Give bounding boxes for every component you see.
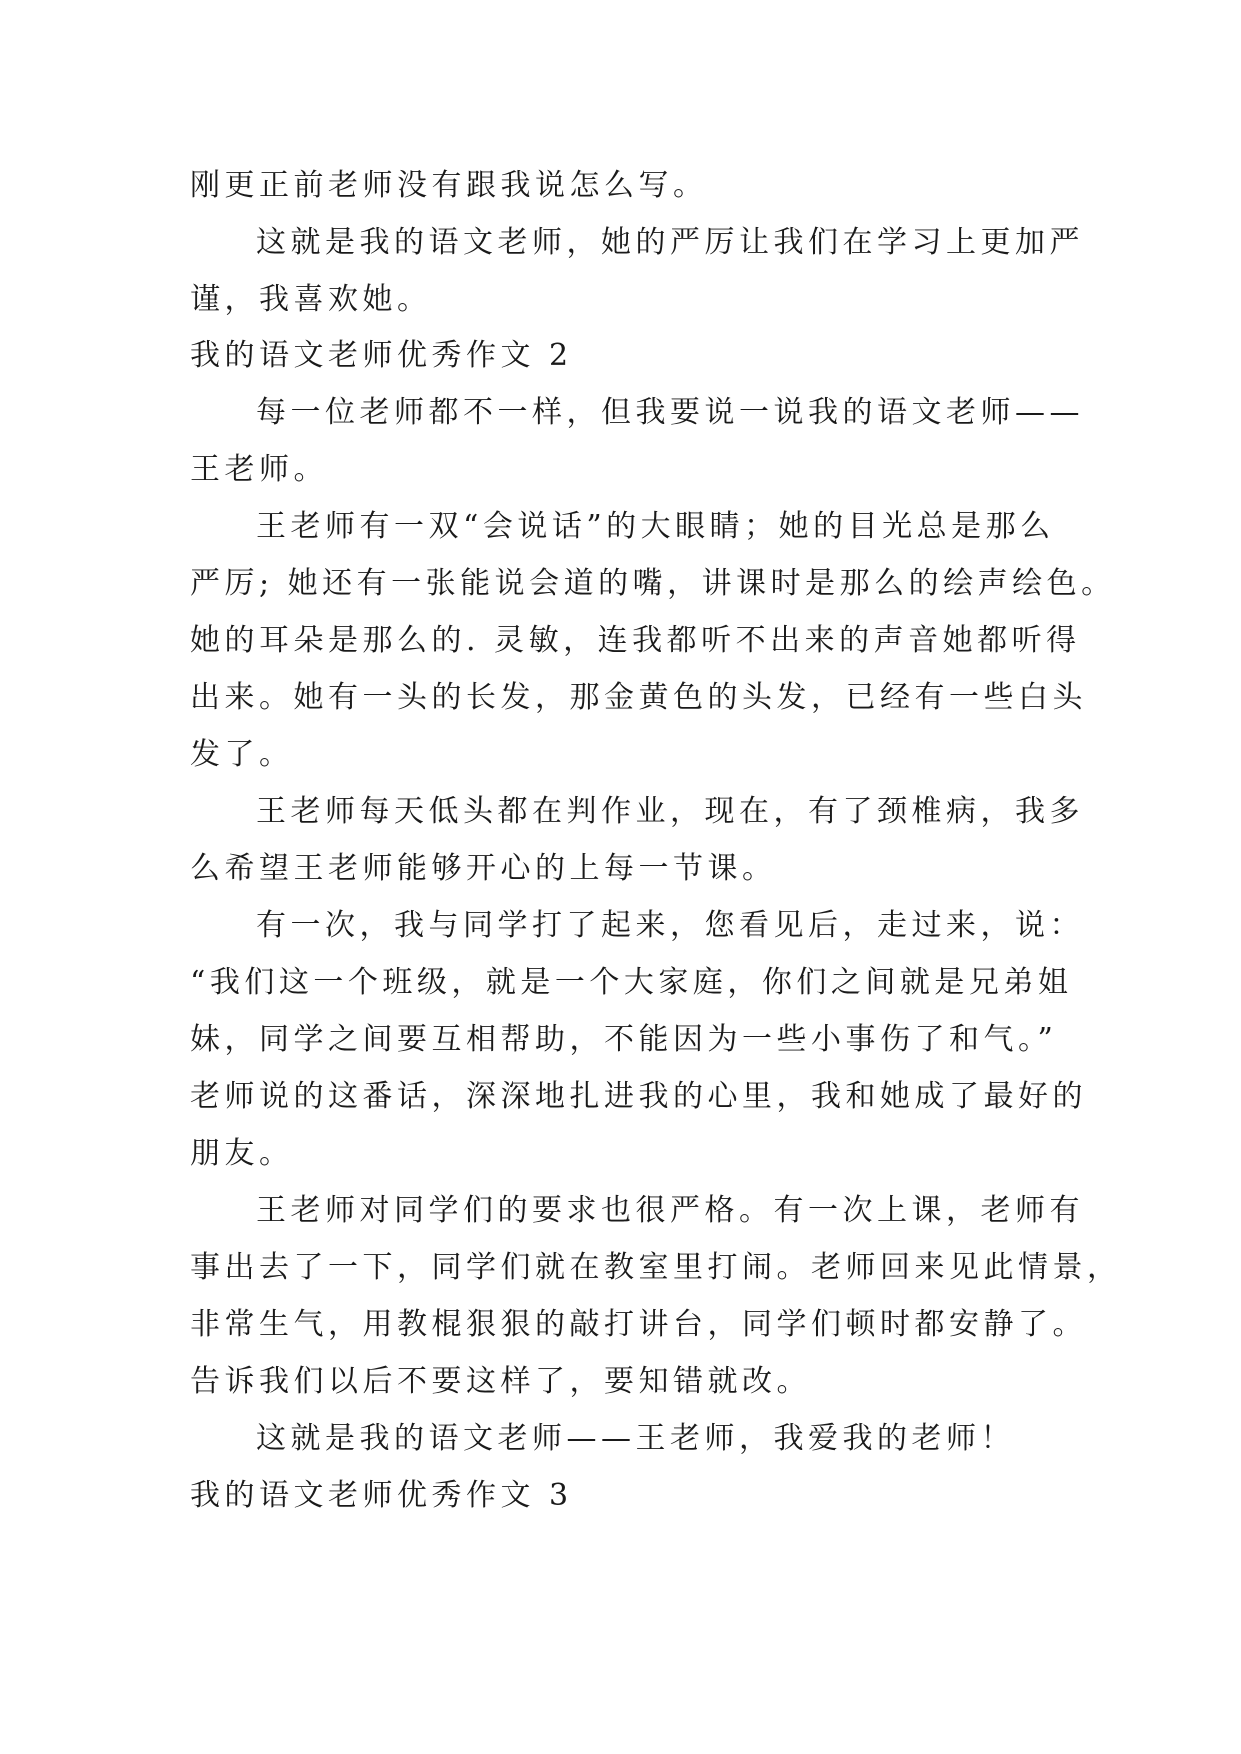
paragraph-line: 非常生气，用教棍狠狠的敲打讲台，同学们顿时都安静了。 xyxy=(190,1307,1087,1342)
paragraph-line: 刚更正前老师没有跟我说怎么写。 xyxy=(190,168,708,203)
section-heading: 我的语文老师优秀作文 3 xyxy=(190,1478,573,1513)
paragraph-line: 王老师有一双“会说话”的大眼睛；她的目光总是那么 xyxy=(256,509,1055,544)
paragraph-line: 王老师每天低头都在判作业，现在，有了颈椎病，我多 xyxy=(256,794,1084,829)
paragraph-line: 发了。 xyxy=(190,737,294,772)
paragraph-line: 有一次，我与同学打了起来，您看见后，走过来，说： xyxy=(256,908,1084,943)
paragraph-line: 王老师。 xyxy=(190,452,328,487)
paragraph-line: 这就是我的语文老师，她的严厉让我们在学习上更加严 xyxy=(256,225,1084,260)
paragraph-line: 告诉我们以后不要这样了，要知错就改。 xyxy=(190,1364,811,1399)
paragraph-line: 谨，我喜欢她。 xyxy=(190,282,432,317)
paragraph-line: “我们这一个班级，就是一个大家庭，你们之间就是兄弟姐 xyxy=(190,965,1073,1000)
paragraph-line: 么希望王老师能够开心的上每一节课。 xyxy=(190,851,777,886)
paragraph-line: 她的耳朵是那么的. 灵敏，连我都听不出来的声音她都听得 xyxy=(190,623,1081,658)
paragraph-line: 每一位老师都不一样，但我要说一说我的语文老师—— xyxy=(256,395,1084,430)
paragraph-line: 事出去了一下，同学们就在教室里打闹。老师回来见此情景， xyxy=(190,1250,1122,1285)
paragraph-line: 妹，同学之间要互相帮助，不能因为一些小事伤了和气。” xyxy=(190,1022,1058,1057)
paragraph-line: 老师说的这番话，深深地扎进我的心里，我和她成了最好的 xyxy=(190,1079,1087,1114)
section-heading: 我的语文老师优秀作文 2 xyxy=(190,338,573,373)
paragraph-line: 这就是我的语文老师——王老师，我爱我的老师！ xyxy=(256,1421,1015,1456)
paragraph-line: 出来。她有一头的长发，那金黄色的头发，已经有一些白头 xyxy=(190,680,1087,715)
paragraph-line: 王老师对同学们的要求也很严格。有一次上课，老师有 xyxy=(256,1193,1084,1228)
paragraph-line: 严厉; 她还有一张能说会道的嘴，讲课时是那么的绘声绘色。 xyxy=(190,566,1116,601)
paragraph-line: 朋友。 xyxy=(190,1136,294,1171)
